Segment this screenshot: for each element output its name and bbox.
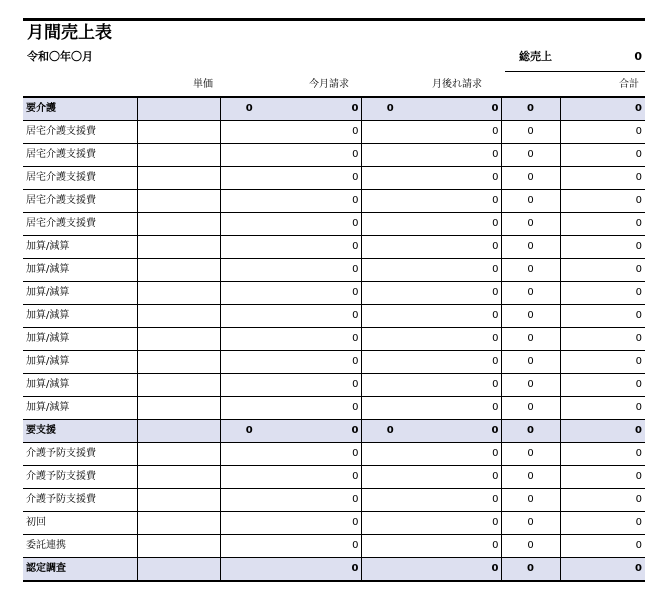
cell-blank <box>137 512 220 535</box>
cell-total: 0 <box>560 420 645 443</box>
cell-label: 加算/減算 <box>23 328 137 351</box>
cell-v2: 0 <box>278 420 361 443</box>
cell-sub: 0 <box>501 420 560 443</box>
cell-sub: 0 <box>501 167 560 190</box>
cell-blank <box>137 144 220 167</box>
cell-v3 <box>361 213 419 236</box>
cell-v2: 0 <box>278 328 361 351</box>
cell-v3 <box>361 259 419 282</box>
cell-total: 0 <box>560 512 645 535</box>
cell-v1 <box>220 351 278 374</box>
cell-v2: 0 <box>278 97 361 121</box>
cell-blank <box>137 97 220 121</box>
cell-sub: 0 <box>501 121 560 144</box>
cell-v3 <box>361 190 419 213</box>
cell-sub: 0 <box>501 351 560 374</box>
cell-v1 <box>220 236 278 259</box>
cell-total: 0 <box>560 167 645 190</box>
cell-v3 <box>361 489 419 512</box>
cell-v4: 0 <box>419 512 501 535</box>
section-row <box>23 558 645 582</box>
cell-v3 <box>361 466 419 489</box>
cell-label: 介護予防支援費 <box>23 443 137 466</box>
cell-v1: 0 <box>220 420 278 443</box>
table-row <box>23 466 645 489</box>
cell-v2: 0 <box>278 512 361 535</box>
cell-v3 <box>361 443 419 466</box>
cell-v1 <box>220 443 278 466</box>
cell-blank <box>137 420 220 443</box>
cell-total: 0 <box>560 397 645 420</box>
cell-total: 0 <box>560 190 645 213</box>
header-sum: 合計 <box>619 79 639 90</box>
cell-v2: 0 <box>278 351 361 374</box>
cell-label: 介護予防支援費 <box>23 466 137 489</box>
cell-v3 <box>361 328 419 351</box>
cell-v1 <box>220 259 278 282</box>
cell-v4: 0 <box>419 535 501 558</box>
cell-label: 加算/減算 <box>23 282 137 305</box>
cell-label: 加算/減算 <box>23 236 137 259</box>
cell-blank <box>137 190 220 213</box>
cell-v3 <box>361 397 419 420</box>
cell-v1 <box>220 121 278 144</box>
cell-total: 0 <box>560 97 645 121</box>
cell-sub: 0 <box>501 489 560 512</box>
header-current-month: 今月請求 <box>309 79 349 90</box>
cell-blank <box>137 489 220 512</box>
cell-label: 介護予防支援費 <box>23 489 137 512</box>
cell-v2: 0 <box>278 397 361 420</box>
cell-total: 0 <box>560 558 645 582</box>
cell-sub: 0 <box>501 213 560 236</box>
cell-label: 居宅介護支援費 <box>23 213 137 236</box>
cell-v3: 0 <box>361 420 419 443</box>
cell-v4: 0 <box>419 236 501 259</box>
cell-v1 <box>220 512 278 535</box>
cell-v3 <box>361 121 419 144</box>
cell-sub: 0 <box>501 374 560 397</box>
cell-blank <box>137 535 220 558</box>
cell-label: 居宅介護支援費 <box>23 190 137 213</box>
cell-total: 0 <box>560 121 645 144</box>
cell-sub: 0 <box>501 259 560 282</box>
section-row <box>23 420 645 443</box>
cell-blank <box>137 167 220 190</box>
header-unit-price: 単価 <box>193 79 213 90</box>
cell-v1 <box>220 328 278 351</box>
table-row <box>23 144 645 167</box>
cell-sub: 0 <box>501 535 560 558</box>
cell-v4: 0 <box>419 213 501 236</box>
cell-v1 <box>220 466 278 489</box>
table-row <box>23 282 645 305</box>
cell-v2: 0 <box>278 259 361 282</box>
cell-v4: 0 <box>419 144 501 167</box>
table-row <box>23 512 645 535</box>
table-row <box>23 213 645 236</box>
cell-label: 加算/減算 <box>23 397 137 420</box>
section-row <box>23 97 645 121</box>
cell-v4: 0 <box>419 466 501 489</box>
cell-total: 0 <box>560 213 645 236</box>
cell-v1 <box>220 489 278 512</box>
cell-sub: 0 <box>501 397 560 420</box>
cell-total: 0 <box>560 466 645 489</box>
cell-v4: 0 <box>419 420 501 443</box>
cell-blank <box>137 466 220 489</box>
cell-v4: 0 <box>419 121 501 144</box>
cell-sub: 0 <box>501 97 560 121</box>
cell-v2: 0 <box>278 558 361 582</box>
cell-total: 0 <box>560 144 645 167</box>
cell-label: 加算/減算 <box>23 305 137 328</box>
cell-v4: 0 <box>419 97 501 121</box>
table-row <box>23 443 645 466</box>
cell-v4: 0 <box>419 558 501 582</box>
sales-table <box>23 96 645 582</box>
cell-v3 <box>361 535 419 558</box>
cell-v3 <box>361 144 419 167</box>
cell-label: 委託連携 <box>23 535 137 558</box>
cell-sub: 0 <box>501 144 560 167</box>
table-row <box>23 328 645 351</box>
cell-v2: 0 <box>278 282 361 305</box>
cell-v3 <box>361 512 419 535</box>
cell-total: 0 <box>560 535 645 558</box>
cell-blank <box>137 351 220 374</box>
cell-total: 0 <box>560 282 645 305</box>
period-label: 令和〇年〇月 <box>27 50 93 63</box>
cell-blank <box>137 282 220 305</box>
grand-total-label: 総売上 <box>519 50 552 63</box>
cell-total: 0 <box>560 351 645 374</box>
cell-total: 0 <box>560 443 645 466</box>
cell-v1: 0 <box>220 97 278 121</box>
cell-v4: 0 <box>419 351 501 374</box>
cell-blank <box>137 443 220 466</box>
table-row <box>23 489 645 512</box>
cell-label: 要支援 <box>23 420 137 443</box>
cell-blank <box>137 397 220 420</box>
cell-v2: 0 <box>278 305 361 328</box>
table-row <box>23 351 645 374</box>
column-header-row <box>23 75 645 95</box>
cell-sub: 0 <box>501 558 560 582</box>
cell-label: 加算/減算 <box>23 259 137 282</box>
cell-v3 <box>361 558 419 582</box>
cell-v4: 0 <box>419 374 501 397</box>
cell-total: 0 <box>560 236 645 259</box>
cell-sub: 0 <box>501 236 560 259</box>
table-row <box>23 535 645 558</box>
cell-v3 <box>361 236 419 259</box>
cell-v2: 0 <box>278 121 361 144</box>
cell-v4: 0 <box>419 190 501 213</box>
top-rule <box>23 18 645 21</box>
header-late-billing: 月後れ請求 <box>432 79 482 90</box>
cell-blank <box>137 236 220 259</box>
cell-sub: 0 <box>501 190 560 213</box>
cell-v4: 0 <box>419 282 501 305</box>
cell-v3: 0 <box>361 97 419 121</box>
cell-v1 <box>220 535 278 558</box>
cell-v1 <box>220 167 278 190</box>
cell-blank <box>137 328 220 351</box>
table-row <box>23 259 645 282</box>
cell-v4: 0 <box>419 305 501 328</box>
cell-sub: 0 <box>501 443 560 466</box>
cell-blank <box>137 213 220 236</box>
cell-v2: 0 <box>278 374 361 397</box>
table-row <box>23 374 645 397</box>
cell-sub: 0 <box>501 466 560 489</box>
cell-label: 居宅介護支援費 <box>23 167 137 190</box>
cell-v3 <box>361 167 419 190</box>
cell-v1 <box>220 305 278 328</box>
cell-v2: 0 <box>278 466 361 489</box>
cell-v2: 0 <box>278 213 361 236</box>
cell-v2: 0 <box>278 236 361 259</box>
cell-label: 居宅介護支援費 <box>23 121 137 144</box>
cell-v2: 0 <box>278 144 361 167</box>
cell-label: 加算/減算 <box>23 374 137 397</box>
cell-v1 <box>220 144 278 167</box>
cell-blank <box>137 305 220 328</box>
cell-label: 加算/減算 <box>23 351 137 374</box>
cell-label: 居宅介護支援費 <box>23 144 137 167</box>
cell-total: 0 <box>560 305 645 328</box>
cell-blank <box>137 558 220 582</box>
cell-v1 <box>220 282 278 305</box>
cell-v3 <box>361 282 419 305</box>
cell-label: 要介護 <box>23 97 137 121</box>
cell-v2: 0 <box>278 489 361 512</box>
cell-v4: 0 <box>419 259 501 282</box>
cell-v3 <box>361 305 419 328</box>
table-row <box>23 167 645 190</box>
table-row <box>23 397 645 420</box>
cell-sub: 0 <box>501 328 560 351</box>
cell-v1 <box>220 374 278 397</box>
cell-total: 0 <box>560 259 645 282</box>
cell-total: 0 <box>560 328 645 351</box>
cell-v1 <box>220 558 278 582</box>
cell-v4: 0 <box>419 328 501 351</box>
cell-v3 <box>361 374 419 397</box>
cell-blank <box>137 259 220 282</box>
cell-v3 <box>361 351 419 374</box>
cell-v2: 0 <box>278 443 361 466</box>
cell-blank <box>137 121 220 144</box>
cell-v2: 0 <box>278 190 361 213</box>
cell-sub: 0 <box>501 282 560 305</box>
cell-v4: 0 <box>419 489 501 512</box>
cell-label: 初回 <box>23 512 137 535</box>
table-row <box>23 305 645 328</box>
cell-label: 認定調査 <box>23 558 137 582</box>
cell-v1 <box>220 190 278 213</box>
table-row <box>23 190 645 213</box>
cell-v2: 0 <box>278 535 361 558</box>
page-title: 月間売上表 <box>27 23 112 43</box>
cell-total: 0 <box>560 489 645 512</box>
table-row <box>23 121 645 144</box>
grand-total-value: 0 <box>634 50 642 63</box>
cell-v1 <box>220 397 278 420</box>
cell-blank <box>137 374 220 397</box>
cell-sub: 0 <box>501 512 560 535</box>
table-row <box>23 236 645 259</box>
grand-total-underline <box>505 71 645 72</box>
cell-total: 0 <box>560 374 645 397</box>
cell-sub: 0 <box>501 305 560 328</box>
cell-v2: 0 <box>278 167 361 190</box>
cell-v4: 0 <box>419 443 501 466</box>
cell-v4: 0 <box>419 167 501 190</box>
cell-v4: 0 <box>419 397 501 420</box>
cell-v1 <box>220 213 278 236</box>
